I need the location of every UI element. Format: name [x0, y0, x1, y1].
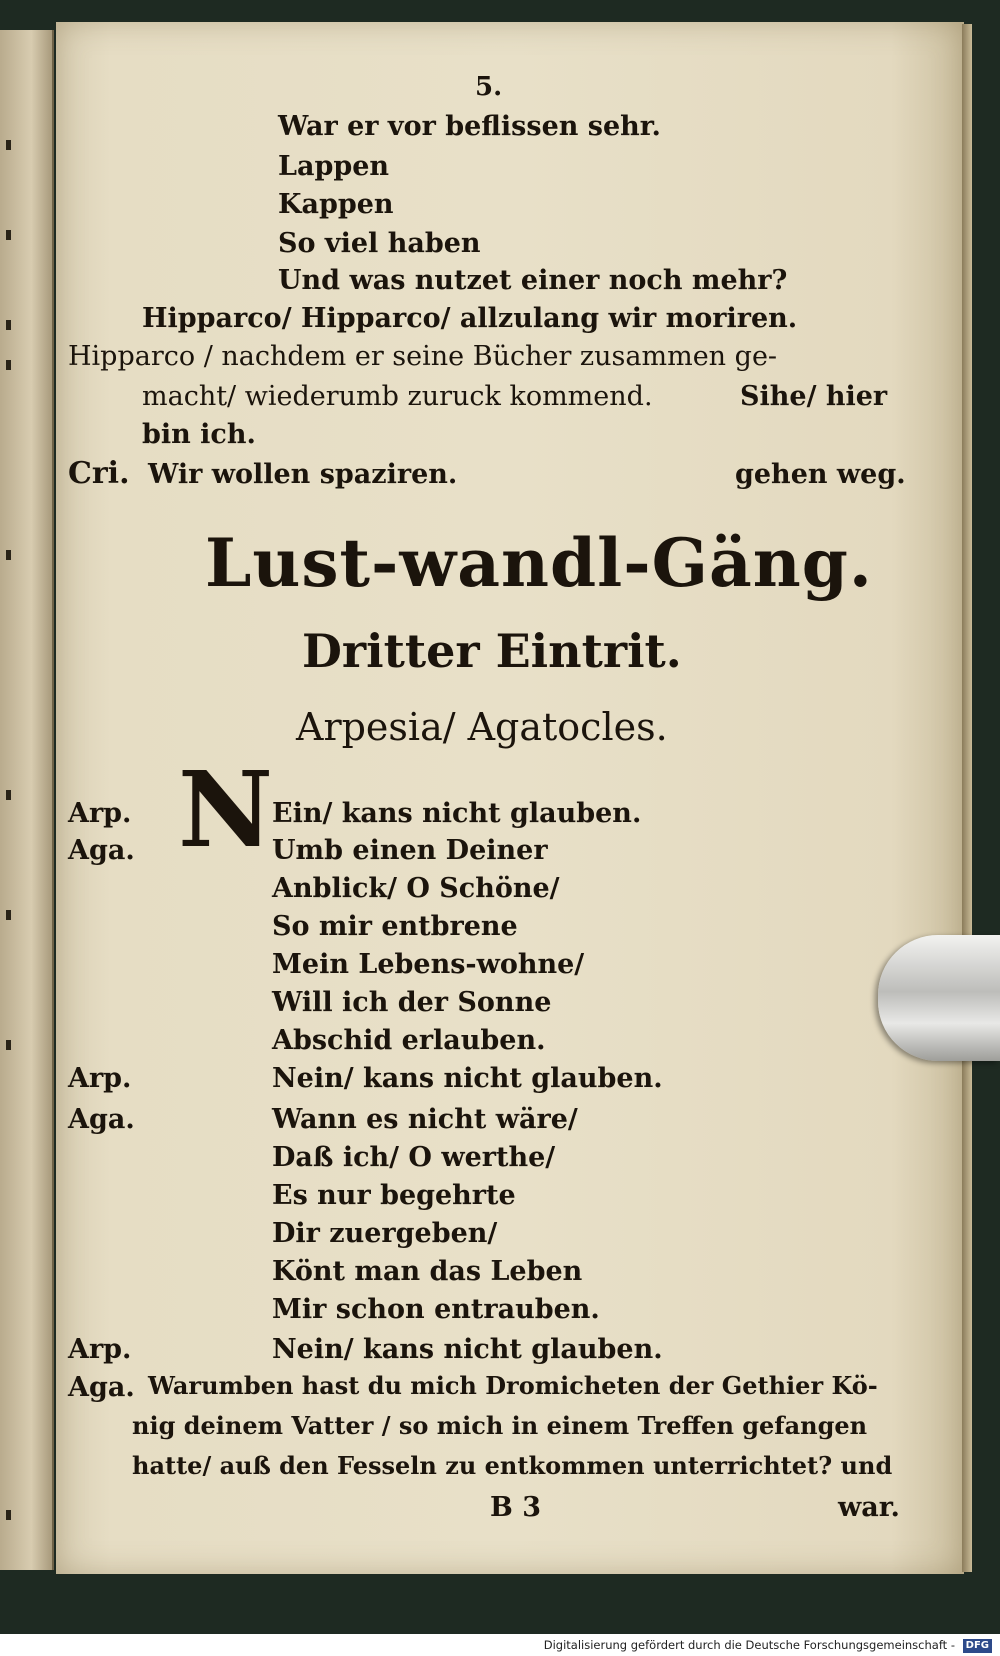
footer-bar	[0, 1634, 1000, 1656]
page-fore-edge	[962, 24, 972, 1572]
ink-mark	[6, 550, 11, 560]
speaker-label: Arp.	[68, 1063, 132, 1094]
verse-line: Mein Lebens-wohne/	[272, 949, 585, 980]
text-line: Kappen	[278, 189, 394, 220]
ink-mark	[6, 1040, 11, 1050]
text-line: Sihe/ hier	[740, 381, 888, 412]
heading-main: Lust-wandl-Gäng.	[205, 524, 873, 602]
decorated-initial: N	[178, 748, 274, 871]
verse-line: Könt man das Leben	[272, 1256, 583, 1287]
text-line: Wir wollen spaziren.	[148, 459, 458, 490]
footer-text: Digitalisierung gefördert durch die Deutsche Forschungsgemeinschaft -	[543, 1638, 955, 1652]
text-line: So viel haben	[278, 228, 481, 259]
ink-mark	[6, 230, 11, 240]
verse-line: Abschid erlauben.	[272, 1025, 546, 1056]
prose-line: nig deinem Vatter / so mich in einem Treffen gefangen	[132, 1411, 868, 1440]
page-clip	[878, 935, 1000, 1061]
verse-line: Umb einen Deiner	[272, 835, 548, 866]
signature-mark: B 3	[490, 1492, 542, 1523]
text-line: Nein/ kans nicht glauben.	[272, 1063, 663, 1094]
verse-line: Will ich der Sonne	[272, 987, 552, 1018]
text-line: War er vor beflissen sehr.	[278, 111, 661, 142]
verse-line: Daß ich/ O werthe/	[272, 1142, 556, 1173]
ink-mark	[6, 320, 11, 330]
stage-direction: macht/ wiederumb zuruck kommend.	[142, 381, 653, 412]
speaker-label: Aga.	[68, 835, 135, 866]
ink-mark	[6, 910, 11, 920]
verse-line: Anblick/ O Schöne/	[272, 873, 560, 904]
text-line: Und was nutzet einer noch mehr?	[278, 265, 788, 296]
dfg-logo: DFG	[963, 1639, 992, 1653]
verse-line: Mir schon entrauben.	[272, 1294, 600, 1325]
speaker-label: Arp.	[68, 1334, 132, 1365]
left-page-edge	[0, 30, 54, 1570]
speaker-label: Aga.	[68, 1372, 135, 1403]
verse-line: Es nur begehrte	[272, 1180, 516, 1211]
text-line: Ein/ kans nicht glauben.	[272, 798, 642, 829]
catchword: war.	[838, 1492, 900, 1523]
heading-characters: Arpesia/ Agatocles.	[296, 705, 668, 749]
speaker-label: Aga.	[68, 1104, 135, 1135]
text-line: Nein/ kans nicht glauben.	[272, 1334, 663, 1365]
ink-mark	[6, 790, 11, 800]
verse-line: Wann es nicht wäre/	[272, 1104, 578, 1135]
stage-direction: Hipparco / nachdem er seine Bücher zusammen ge-	[68, 341, 778, 372]
ink-mark	[6, 360, 11, 370]
prose-line: Warumben hast du mich Dromicheten der Gethier Kö-	[148, 1371, 878, 1400]
ink-mark	[6, 1510, 11, 1520]
verse-line: Dir zuergeben/	[272, 1218, 498, 1249]
text-line: bin ich.	[142, 419, 256, 450]
speaker-label: Arp.	[68, 798, 132, 829]
stage-direction: gehen weg.	[735, 459, 906, 490]
verse-line: So mir entbrene	[272, 911, 518, 942]
text-line: Lappen	[278, 151, 390, 182]
ink-mark	[6, 140, 11, 150]
prose-line: hatte/ auß den Fesseln zu entkommen unterrichtet? und	[132, 1451, 893, 1480]
heading-act: Dritter Eintrit.	[302, 624, 682, 678]
speaker-label: Cri.	[68, 456, 130, 491]
text-line: Hipparco/ Hipparco/ allzulang wir moriren.	[142, 303, 798, 334]
page-number: 5.	[475, 72, 503, 102]
